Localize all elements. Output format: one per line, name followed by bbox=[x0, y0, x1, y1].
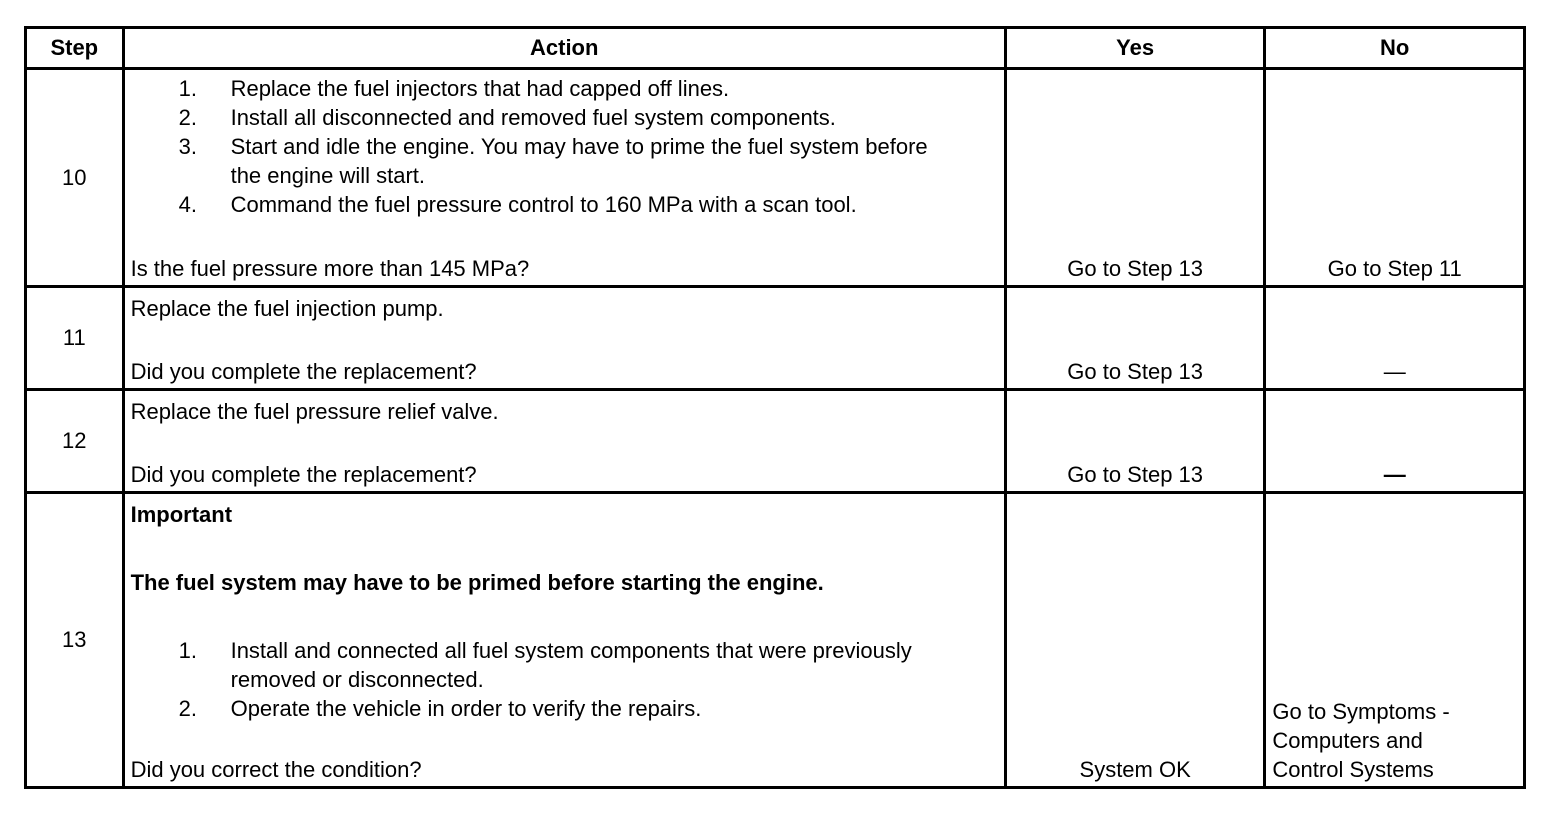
list-item: 2. Operate the vehicle in order to verify the repairs. bbox=[178, 696, 702, 721]
no-result: — bbox=[1383, 462, 1406, 487]
action-cell bbox=[123, 287, 1005, 390]
action-cell bbox=[123, 69, 1005, 287]
step-number: 13 bbox=[26, 493, 124, 788]
yes-cell bbox=[1005, 287, 1265, 390]
action-list bbox=[131, 74, 998, 219]
header-no: No bbox=[1265, 28, 1525, 69]
header-yes: Yes bbox=[1005, 28, 1265, 69]
no-result: — bbox=[1383, 359, 1406, 384]
important-label: Important bbox=[130, 502, 233, 527]
step-number: 11 bbox=[26, 287, 124, 390]
header-step: Step bbox=[26, 28, 124, 69]
no-cell bbox=[1265, 287, 1525, 390]
no-result: Go to Step 11 bbox=[1327, 256, 1462, 281]
no-cell bbox=[1265, 69, 1525, 287]
table-row-step-12 bbox=[26, 390, 1525, 493]
question-text: Is the fuel pressure more than 145 MPa? bbox=[130, 256, 530, 281]
list-item: 1. Replace the fuel injectors that had capped off lines. bbox=[178, 76, 730, 101]
action-list bbox=[131, 636, 998, 723]
table-row-step-13 bbox=[26, 493, 1525, 788]
list-item: 1. Install and connected all fuel system components that were previously removed or disconnected. bbox=[178, 638, 912, 692]
instruction-text: Replace the fuel pressure relief valve. bbox=[130, 399, 499, 424]
question-text: Did you complete the replacement? bbox=[130, 462, 477, 487]
diagnostic-table bbox=[24, 26, 1526, 789]
list-item: 2. Install all disconnected and removed fuel system components. bbox=[178, 105, 836, 130]
action-cell bbox=[123, 493, 1005, 788]
header-row bbox=[26, 28, 1525, 69]
question-text: Did you complete the replacement? bbox=[130, 359, 477, 384]
step-number: 12 bbox=[26, 390, 124, 493]
no-cell bbox=[1265, 493, 1525, 788]
action-cell bbox=[123, 390, 1005, 493]
list-item: 4. Command the fuel pressure control to 160 MPa with a scan tool. bbox=[178, 192, 857, 217]
important-text: The fuel system may have to be primed before starting the engine. bbox=[130, 570, 824, 595]
yes-cell bbox=[1005, 390, 1265, 493]
table-row-step-10 bbox=[26, 69, 1525, 287]
table-row-step-11 bbox=[26, 287, 1525, 390]
no-cell bbox=[1265, 390, 1525, 493]
yes-cell bbox=[1005, 493, 1265, 788]
step-number: 10 bbox=[26, 69, 124, 287]
yes-result: Go to Step 13 bbox=[1067, 462, 1204, 487]
yes-result: Go to Step 13 bbox=[1067, 359, 1204, 384]
instruction-text: Replace the fuel injection pump. bbox=[130, 296, 444, 321]
yes-result: Go to Step 13 bbox=[1067, 256, 1204, 281]
yes-result: System OK bbox=[1079, 757, 1191, 782]
no-result: Go to Symptoms - Computers and Control Systems bbox=[1272, 699, 1450, 782]
question-text: Did you correct the condition? bbox=[130, 757, 422, 782]
yes-cell bbox=[1005, 69, 1265, 287]
list-item: 3. Start and idle the engine. You may have to prime the fuel system before the engine will start. bbox=[178, 134, 928, 188]
header-action: Action bbox=[123, 28, 1005, 69]
